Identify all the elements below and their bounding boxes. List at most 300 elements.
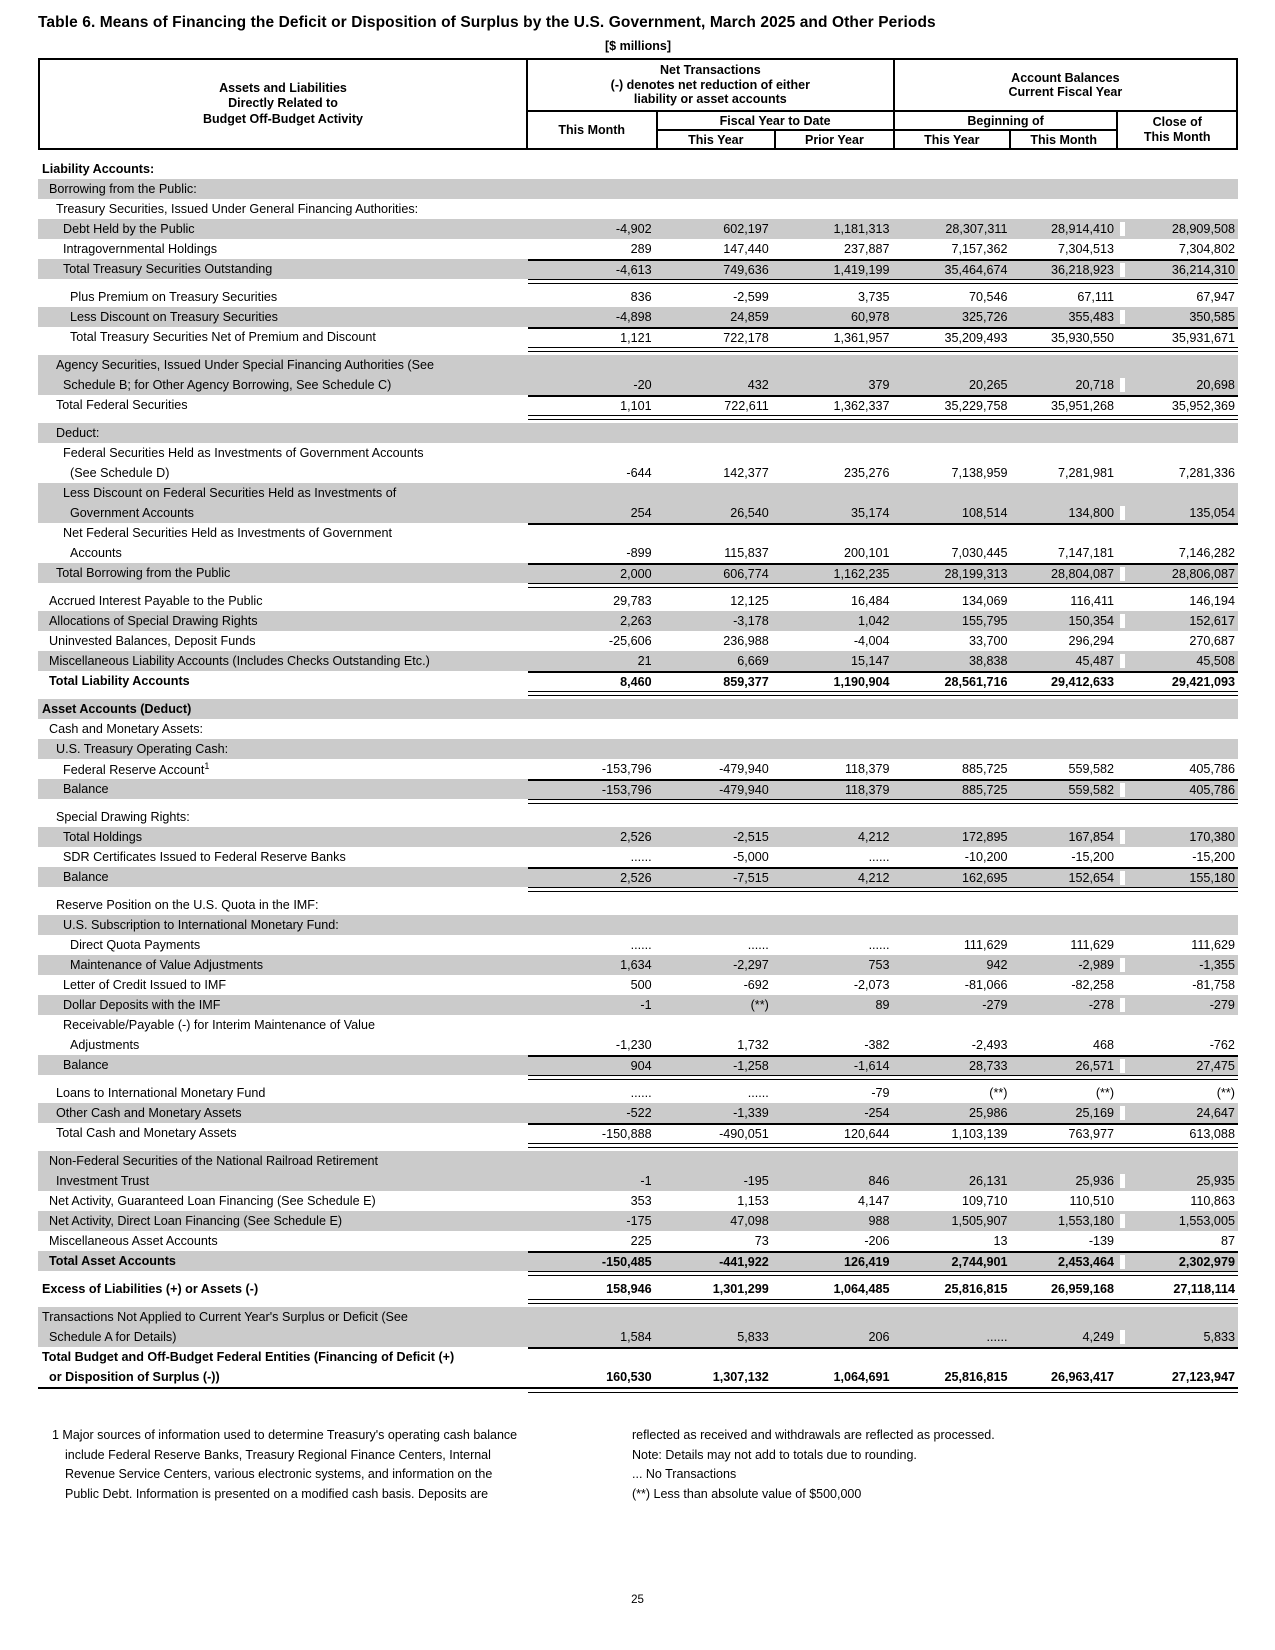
row-label: Letter of Credit Issued to IMF xyxy=(63,978,227,992)
row-values xyxy=(528,543,1238,563)
table-row xyxy=(38,1123,1238,1143)
row-values xyxy=(528,651,1238,671)
value-cell: -3,178 xyxy=(733,614,769,628)
table-row xyxy=(38,1211,1238,1231)
table-row xyxy=(38,179,1238,199)
row-values xyxy=(528,239,1238,259)
value-cell: 25,986 xyxy=(968,1106,1008,1120)
value-cell: 836 xyxy=(630,290,652,304)
value-cell: (**) xyxy=(1120,1086,1238,1100)
value-cell: 942 xyxy=(986,958,1008,972)
value-cell: -2,989 xyxy=(1078,958,1115,972)
value-cell: 722,178 xyxy=(723,331,769,345)
row-label: (See Schedule D) xyxy=(70,466,170,480)
row-label: Accrued Interest Payable to the Public xyxy=(49,594,263,608)
value-cell: 602,197 xyxy=(723,222,769,236)
value-cell: 155,795 xyxy=(961,614,1008,628)
value-cell: 988 xyxy=(868,1214,890,1228)
value-cell: -1,614 xyxy=(853,1059,890,1073)
value-cell: 1,634 xyxy=(620,958,652,972)
value-cell: 35,229,758 xyxy=(944,399,1008,413)
value-cell: 35,951,268 xyxy=(1051,399,1115,413)
row-values xyxy=(528,287,1238,307)
row-values xyxy=(528,1103,1238,1123)
table-row xyxy=(38,543,1238,563)
value-cell: 2,453,464 xyxy=(1058,1255,1115,1269)
value-cell: 28,733 xyxy=(968,1059,1008,1073)
table-row xyxy=(38,847,1238,867)
value-cell: -4,902 xyxy=(615,222,652,236)
footnote-1-line1: 1 Major sources of information used to determine Treasury's operating cash balance xyxy=(52,1428,518,1442)
table-body xyxy=(38,159,1238,1387)
value-cell: 7,146,282 xyxy=(1120,546,1238,560)
value-cell: 45,487 xyxy=(1075,654,1115,668)
row-values xyxy=(528,631,1238,651)
value-cell: 26,571 xyxy=(1075,1059,1115,1073)
value-cell: 613,088 xyxy=(1120,1127,1238,1141)
row-values xyxy=(528,1123,1238,1143)
value-cell: 235,276 xyxy=(844,466,890,480)
value-cell: -150,485 xyxy=(601,1255,652,1269)
value-cell: -1 xyxy=(640,1174,652,1188)
row-values xyxy=(528,1055,1238,1075)
value-cell: -175 xyxy=(626,1214,652,1228)
value-cell: -153,796 xyxy=(601,783,652,797)
value-cell: 36,218,923 xyxy=(1051,263,1115,277)
value-cell: -899 xyxy=(626,546,652,560)
row-label: Cash and Monetary Assets: xyxy=(49,722,204,736)
value-cell: -479,940 xyxy=(719,762,769,776)
value-cell: 4,212 xyxy=(858,830,890,844)
value-cell: 120,644 xyxy=(844,1127,890,1141)
row-values xyxy=(528,955,1238,975)
value-cell: 237,887 xyxy=(844,242,890,256)
value-cell: 28,199,313 xyxy=(944,567,1008,581)
row-label: Loans to International Monetary Fund xyxy=(56,1086,266,1100)
value-cell: 1,153 xyxy=(737,1194,769,1208)
value-cell: 36,214,310 xyxy=(1120,263,1238,277)
value-cell: ...... xyxy=(747,1086,769,1100)
row-label: Maintenance of Value Adjustments xyxy=(70,958,263,972)
value-cell: 33,700 xyxy=(968,634,1008,648)
value-cell: 26,963,417 xyxy=(1051,1370,1115,1384)
row-label: Net Federal Securities Held as Investments of Government xyxy=(63,526,392,540)
value-cell: 115,837 xyxy=(724,546,769,560)
value-cell: -278 xyxy=(1088,998,1115,1012)
value-cell: 236,988 xyxy=(723,634,769,648)
value-cell: -25,606 xyxy=(608,634,652,648)
table-bottom-rule xyxy=(38,1387,1238,1393)
value-cell: 885,725 xyxy=(961,783,1008,797)
row-values xyxy=(528,179,1238,199)
header-account-balances-line1: Account Balances xyxy=(1011,70,1120,85)
value-cell: -522 xyxy=(626,1106,652,1120)
row-label: Total Borrowing from the Public xyxy=(56,566,231,580)
value-cell: 379 xyxy=(868,378,890,392)
value-cell: 28,307,311 xyxy=(945,222,1008,236)
row-values xyxy=(528,807,1238,827)
value-cell: -206 xyxy=(864,1234,890,1248)
value-cell: 87 xyxy=(1120,1234,1238,1248)
value-cell: 2,526 xyxy=(620,830,652,844)
footnote-less-than: (**) Less than absolute value of $500,000 xyxy=(632,1486,862,1501)
value-cell: 167,854 xyxy=(1068,830,1115,844)
value-cell: 7,281,336 xyxy=(1120,466,1238,480)
row-label: Special Drawing Rights: xyxy=(56,810,190,824)
value-cell: 28,561,716 xyxy=(944,675,1008,689)
table-row xyxy=(38,1251,1238,1271)
value-cell: 1,307,132 xyxy=(712,1370,769,1384)
row-label: Reserve Position on the U.S. Quota in the IMF: xyxy=(56,898,319,912)
value-cell: 1,064,485 xyxy=(833,1282,890,1296)
table-row xyxy=(38,1191,1238,1211)
value-cell: -2,493 xyxy=(971,1038,1008,1052)
value-cell: 722,611 xyxy=(724,399,769,413)
value-cell: 1,584 xyxy=(620,1330,652,1344)
value-cell: (**) xyxy=(1095,1086,1115,1100)
value-cell: 206 xyxy=(868,1330,890,1344)
value-cell: -490,051 xyxy=(719,1127,769,1141)
value-cell: 26,540 xyxy=(730,506,769,520)
double-rule xyxy=(38,279,1238,284)
value-cell: 1,362,337 xyxy=(833,399,890,413)
value-cell: 25,169 xyxy=(1075,1106,1115,1120)
value-cell: -81,066 xyxy=(964,978,1008,992)
value-cell: 4,212 xyxy=(858,871,890,885)
value-cell: 885,725 xyxy=(961,762,1008,776)
value-cell: 8,460 xyxy=(620,675,652,689)
value-cell: ...... xyxy=(868,850,890,864)
row-label: Allocations of Special Drawing Rights xyxy=(49,614,258,628)
value-cell: 47,098 xyxy=(730,1214,769,1228)
value-cell: 110,510 xyxy=(1069,1194,1115,1208)
table-row xyxy=(38,719,1238,739)
value-cell: 296,294 xyxy=(1068,634,1115,648)
value-cell: 2,263 xyxy=(620,614,652,628)
value-cell: 45,508 xyxy=(1120,654,1238,668)
value-cell: 606,774 xyxy=(723,567,769,581)
value-cell: 5,833 xyxy=(737,1330,769,1344)
table-row xyxy=(38,651,1238,671)
row-values xyxy=(528,483,1238,503)
value-cell: 355,483 xyxy=(1068,310,1115,324)
units-subtitle: [$ millions] xyxy=(605,39,671,53)
row-values xyxy=(528,1347,1238,1367)
value-cell: ...... xyxy=(630,850,652,864)
double-rule xyxy=(38,1075,1238,1080)
value-cell: 170,380 xyxy=(1120,830,1238,844)
row-values xyxy=(528,1251,1238,1271)
value-cell: 16,484 xyxy=(851,594,890,608)
value-cell: -82,258 xyxy=(1071,978,1115,992)
row-label: Intragovernmental Holdings xyxy=(63,242,218,256)
value-cell: 1,121 xyxy=(620,331,652,345)
value-cell: ...... xyxy=(630,938,652,952)
value-cell: 7,304,513 xyxy=(1058,242,1115,256)
header-assets-liabilities xyxy=(40,60,528,148)
row-label: Uninvested Balances, Deposit Funds xyxy=(49,634,256,648)
row-label: Balance xyxy=(63,870,109,884)
value-cell: 146,194 xyxy=(1120,594,1238,608)
value-cell: 27,123,947 xyxy=(1120,1370,1238,1384)
row-label: Non-Federal Securities of the National Railroad Retirement xyxy=(49,1154,378,1168)
row-label: Total Asset Accounts xyxy=(49,1254,176,1268)
value-cell: 12,125 xyxy=(730,594,769,608)
value-cell: -382 xyxy=(864,1038,890,1052)
value-cell: 859,377 xyxy=(723,675,769,689)
row-label: Agency Securities, Issued Under Special Financing Authorities (See xyxy=(56,358,435,372)
row-values xyxy=(528,847,1238,867)
value-cell: 289 xyxy=(630,242,652,256)
value-cell: -254 xyxy=(864,1106,890,1120)
row-label: Deduct: xyxy=(56,426,100,440)
row-label: Treasury Securities, Issued Under General Financing Authorities: xyxy=(56,202,419,216)
row-values xyxy=(528,307,1238,327)
row-label: Liability Accounts: xyxy=(42,162,155,176)
value-cell: 559,582 xyxy=(1068,783,1115,797)
header-account-balances xyxy=(895,60,1236,110)
row-label: U.S. Subscription to International Monetary Fund: xyxy=(63,918,339,932)
value-cell: 270,687 xyxy=(1120,634,1238,648)
value-cell: 111,629 xyxy=(1070,938,1115,952)
table-row xyxy=(38,699,1238,719)
table-row xyxy=(38,1327,1238,1347)
value-cell: 147,440 xyxy=(723,242,769,256)
value-cell: 109,710 xyxy=(961,1194,1008,1208)
header-fiscal-year-to-date-group xyxy=(658,112,895,148)
row-label: Less Discount on Treasury Securities xyxy=(70,310,278,324)
footnote-notes xyxy=(632,1426,995,1504)
row-values xyxy=(528,915,1238,935)
value-cell: 7,304,802 xyxy=(1120,242,1238,256)
header-close-of-line2: This Month xyxy=(1143,130,1211,144)
row-label: Net Activity, Guaranteed Loan Financing (See Schedule E) xyxy=(49,1194,376,1208)
row-label: U.S. Treasury Operating Cash: xyxy=(56,742,229,756)
row-label: Accounts xyxy=(70,546,122,560)
table-row xyxy=(38,1015,1238,1035)
row-values xyxy=(528,355,1238,375)
value-cell: 24,859 xyxy=(730,310,769,324)
table-row xyxy=(38,199,1238,219)
value-cell: ...... xyxy=(747,938,769,952)
row-values xyxy=(528,611,1238,631)
table-row xyxy=(38,759,1238,779)
row-label: Total Federal Securities xyxy=(56,398,188,412)
value-cell: 6,669 xyxy=(737,654,769,668)
value-cell: 38,838 xyxy=(968,654,1008,668)
value-cell: 1,162,235 xyxy=(833,567,890,581)
header-group-row xyxy=(528,60,1236,112)
table-row xyxy=(38,591,1238,611)
value-cell: 353 xyxy=(630,1194,652,1208)
value-cell: -1 xyxy=(640,998,652,1012)
table-row xyxy=(38,1279,1238,1299)
value-cell: 35,931,671 xyxy=(1120,331,1238,345)
value-cell: -2,515 xyxy=(733,830,769,844)
table-row xyxy=(38,259,1238,279)
value-cell: -150,888 xyxy=(601,1127,652,1141)
double-rule xyxy=(38,415,1238,420)
value-cell: -479,940 xyxy=(719,783,769,797)
header-assets-liabilities-line3: Budget Off-Budget Activity xyxy=(203,111,363,126)
header-net-transactions-line1: Net Transactions xyxy=(659,63,761,78)
table-row xyxy=(38,523,1238,543)
table-row xyxy=(38,1035,1238,1055)
row-values xyxy=(528,975,1238,995)
table-row xyxy=(38,1055,1238,1075)
value-cell: 1,361,957 xyxy=(833,331,890,345)
value-cell: -4,004 xyxy=(853,634,890,648)
table-row xyxy=(38,443,1238,463)
row-label: SDR Certificates Issued to Federal Reserve Banks xyxy=(63,850,346,864)
header-value-columns xyxy=(528,60,1236,148)
header-close-of-line1: Close of xyxy=(1152,114,1202,129)
header-column-row xyxy=(528,112,1236,148)
table-row xyxy=(38,1347,1238,1367)
table-row xyxy=(38,995,1238,1015)
table-row xyxy=(38,1307,1238,1327)
value-cell: 142,377 xyxy=(723,466,769,480)
header-close-of-this-month xyxy=(1118,112,1236,148)
table-row xyxy=(38,1103,1238,1123)
value-cell: 15,147 xyxy=(851,654,890,668)
value-cell: 325,726 xyxy=(961,310,1008,324)
header-beginning-of-group xyxy=(895,112,1119,148)
value-cell: 225 xyxy=(630,1234,652,1248)
header-fiscal-year-to-date: Fiscal Year to Date xyxy=(658,112,893,131)
row-values xyxy=(528,1015,1238,1035)
value-cell: 134,069 xyxy=(961,594,1008,608)
table-row xyxy=(38,355,1238,375)
double-rule xyxy=(38,1143,1238,1148)
value-cell: 405,786 xyxy=(1120,762,1238,776)
value-cell: 67,947 xyxy=(1120,290,1238,304)
value-cell: 20,265 xyxy=(968,378,1008,392)
table-row xyxy=(38,827,1238,847)
value-cell: 1,301,299 xyxy=(712,1282,769,1296)
value-cell: ...... xyxy=(868,938,890,952)
header-fytd-prior-year: Prior Year xyxy=(804,132,864,147)
table-row xyxy=(38,611,1238,631)
value-cell: -153,796 xyxy=(601,762,652,776)
row-values xyxy=(528,827,1238,847)
value-cell: -441,922 xyxy=(719,1255,769,1269)
value-cell: ...... xyxy=(630,1086,652,1100)
value-cell: 70,546 xyxy=(968,290,1008,304)
value-cell: 28,806,087 xyxy=(1120,567,1238,581)
value-cell: -15,200 xyxy=(1120,850,1238,864)
row-values xyxy=(528,779,1238,799)
row-label: Adjustments xyxy=(70,1038,140,1052)
value-cell: 172,895 xyxy=(961,830,1008,844)
footnote-1 xyxy=(38,1426,594,1504)
table-row xyxy=(38,807,1238,827)
value-cell: ...... xyxy=(986,1330,1008,1344)
row-values xyxy=(528,1211,1238,1231)
value-cell: 13 xyxy=(993,1234,1008,1248)
value-cell: 1,042 xyxy=(858,614,890,628)
row-label: Federal Reserve Account$^1$ xyxy=(63,760,210,778)
double-rule xyxy=(38,1271,1238,1276)
row-values xyxy=(528,503,1238,523)
double-rule xyxy=(38,799,1238,804)
page-number: 25 xyxy=(631,1594,644,1606)
value-cell: 110,863 xyxy=(1120,1194,1238,1208)
row-label: Plus Premium on Treasury Securities xyxy=(70,290,278,304)
value-cell: 150,354 xyxy=(1068,614,1115,628)
value-cell: 2,302,979 xyxy=(1120,1255,1238,1269)
value-cell: 73 xyxy=(754,1234,769,1248)
row-values xyxy=(528,443,1238,463)
row-values xyxy=(528,1231,1238,1251)
row-values xyxy=(528,699,1238,719)
value-cell: 152,654 xyxy=(1068,871,1115,885)
value-cell: -20 xyxy=(633,378,652,392)
value-cell: (**) xyxy=(989,1086,1008,1100)
row-label: Government Accounts xyxy=(70,506,194,520)
row-values xyxy=(528,895,1238,915)
table-row xyxy=(38,1083,1238,1103)
row-values xyxy=(528,523,1238,543)
row-values xyxy=(528,759,1238,779)
value-cell: 1,553,005 xyxy=(1120,1214,1238,1228)
row-values xyxy=(528,1191,1238,1211)
value-cell: 500 xyxy=(630,978,652,992)
value-cell: 28,914,410 xyxy=(1051,222,1115,236)
table-row xyxy=(38,867,1238,887)
double-rule xyxy=(38,583,1238,588)
value-cell: 35,174 xyxy=(851,506,890,520)
row-label: Total Liability Accounts xyxy=(49,674,190,688)
row-label: Asset Accounts (Deduct) xyxy=(42,702,192,716)
row-label: Borrowing from the Public: xyxy=(49,182,197,196)
footnote-rounding-note: Note: Details may not add to totals due to rounding. xyxy=(632,1447,917,1462)
value-cell: -15,200 xyxy=(1071,850,1115,864)
value-cell: 1,732 xyxy=(737,1038,769,1052)
value-cell: 158,946 xyxy=(606,1282,652,1296)
row-label: Federal Securities Held as Investments of Government Accounts xyxy=(63,446,424,460)
value-cell: 111,629 xyxy=(1120,938,1238,952)
table-row xyxy=(38,1171,1238,1191)
double-rule xyxy=(38,347,1238,352)
value-cell: -762 xyxy=(1120,1038,1238,1052)
value-cell: 35,930,550 xyxy=(1051,331,1115,345)
row-label: Total Budget and Off-Budget Federal Entities (Financing of Deficit (+) xyxy=(42,1350,455,1364)
row-values xyxy=(528,563,1238,583)
row-values xyxy=(528,259,1238,279)
value-cell: 1,181,313 xyxy=(833,222,890,236)
value-cell: 1,103,139 xyxy=(951,1127,1008,1141)
row-label: Total Cash and Monetary Assets xyxy=(56,1126,237,1140)
value-cell: 26,959,168 xyxy=(1051,1282,1115,1296)
value-cell: -1,258 xyxy=(733,1059,769,1073)
value-cell: 29,421,093 xyxy=(1120,675,1238,689)
header-account-balances-line2: Current Fiscal Year xyxy=(1008,85,1123,99)
value-cell: 4,249 xyxy=(1082,1330,1115,1344)
value-cell: 7,147,181 xyxy=(1058,546,1115,560)
value-cell: 35,464,674 xyxy=(944,263,1008,277)
table-row xyxy=(38,631,1238,651)
value-cell: 28,909,508 xyxy=(1120,222,1238,236)
header-this-month: This Month xyxy=(528,112,658,148)
value-cell: 2,000 xyxy=(620,567,652,581)
row-values xyxy=(528,671,1238,691)
value-cell: 559,582 xyxy=(1068,762,1115,776)
row-label: Total Treasury Securities Net of Premium and Discount xyxy=(70,330,376,344)
value-cell: 27,118,114 xyxy=(1120,1282,1238,1296)
row-label: Balance xyxy=(63,782,109,796)
table-row xyxy=(38,463,1238,483)
